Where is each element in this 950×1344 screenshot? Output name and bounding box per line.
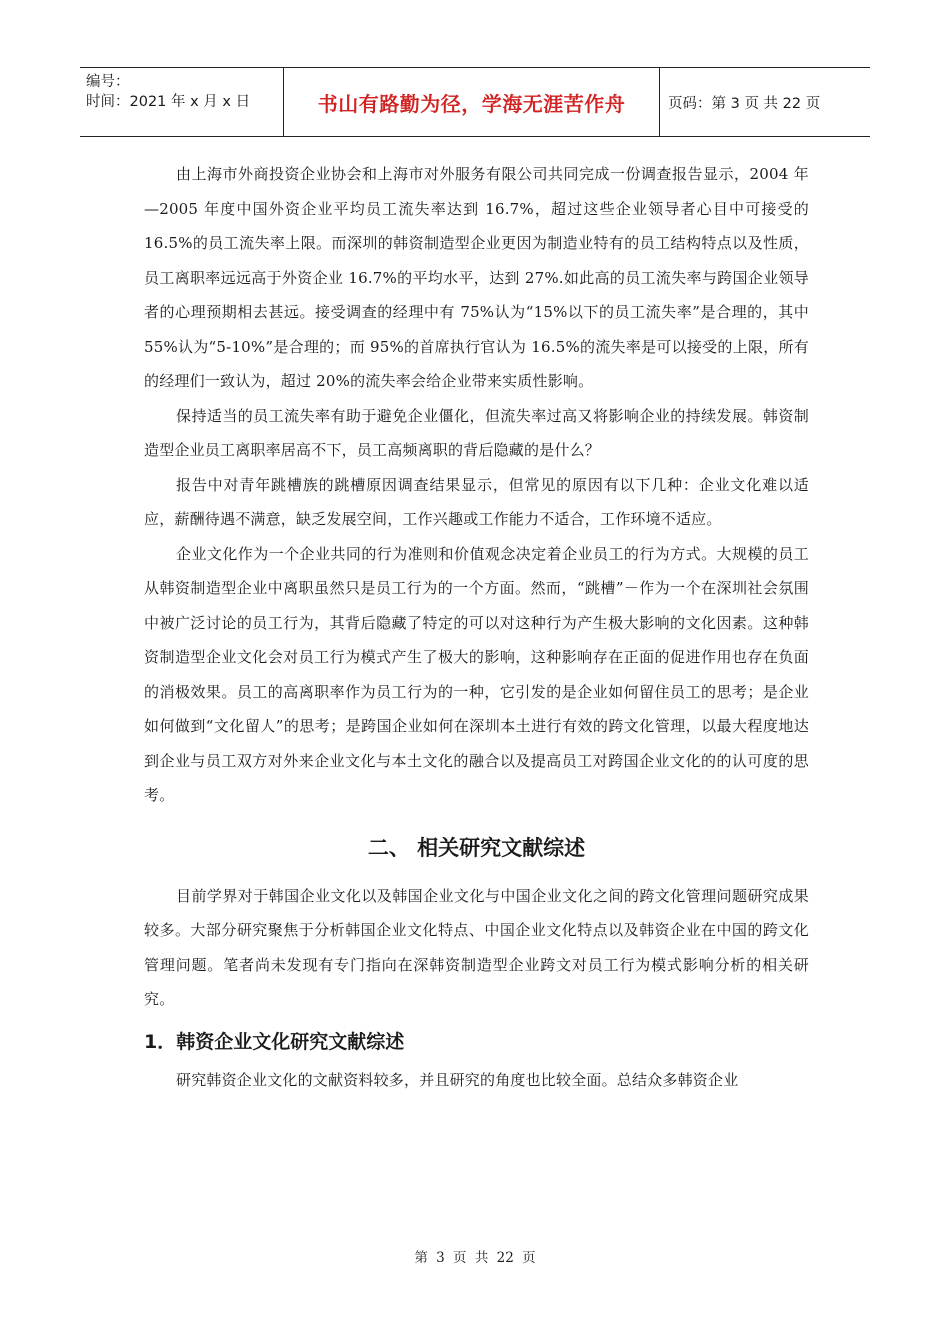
subsection-heading: 1．韩资企业文化研究文献综述	[144, 1030, 405, 1053]
body-paragraph: 研究韩资企业文化的文献资料较多，并且研究的角度也比较全面。总结众多韩资企业	[176, 1070, 739, 1089]
body-paragraph: 目前学界对于韩国企业文化以及韩国企业文化与中国企业文化之间的跨文化管理问题研究成果较多。大部分研究聚焦于分析韩国企业文化特点、中国企业文化特点以及韩资企业在中国的跨文化管理问题。笔者尚未发现有专门指向在深韩资制造型企业跨文对员工行为模式影响分析的相关研究。	[144, 886, 809, 1008]
page-footer: 第 3 页 共 22 页	[414, 1250, 536, 1266]
body-paragraph: 企业文化作为一个企业共同的行为准则和价值观念决定着企业员工的行为方式。大规模的员工从韩资制造型企业中离职虽然只是员工行为的一个方面。然而，“跳槽”－作为一个在深圳社会氛围中被广泛讨论的员工行为，其背后隐藏了特定的可以对这种行为产生极大影响的文化因素。这种韩资制造型企业文化会对员工行为模式产生了极大的影响，这种影响存在正面的促进作用也存在负面的消极效果。员工的高离职率作为员工行为的一种，它引发的是企业如何留住员工的思考；是企业如何做到“文化留人”的思考；是跨国企业如何在深圳本土进行有效的跨文化管理，以最大程度地达到企业与员工双方对外来企业文化与本土文化的融合以及提高员工对跨国企业文化的的认可度的思考。	[144, 544, 809, 804]
header-code-label: 编号：	[86, 74, 130, 90]
header-date-label: 时间：2021 年 x 月 x 日	[86, 94, 251, 110]
document-body	[144, 157, 809, 1097]
body-paragraph: 由上海市外商投资企业协会和上海市对外服务有限公司共同完成一份调查报告显示，2004 年—2005 年度中国外资企业平均员工流失率达到 16.7%，超过这些企业领导者心目中可接受的 16.5%的员工流失率上限。而深圳的韩资制造型企业更因为制造业特有的员工结构特点以及性质，员工离职率远远高于外资企业 16.7%的平均水平，达到 27%.如此高的员工流失率与跨国企业领导者的心理预期相去甚远。接受调查的经理中有 75%认为“15%以下的员工流失率”是合理的，其中 55%认为“5-10%”是合理的；而 95%的首席执行官认为 16.5%的流失率是可以接受的上限，所有的经理们一致认为，超过 20%的流失率会给企业带来实质性影响。	[144, 165, 809, 390]
body-paragraph: 报告中对青年跳槽族的跳槽原因调查结果显示，但常见的原因有以下几种：企业文化难以适应，薪酬待遇不满意，缺乏发展空间，工作兴趣或工作能力不适合，工作环境不适应。	[144, 475, 809, 528]
header-meta	[80, 68, 284, 136]
header-page-label: 页码：第 3 页 共 22 页	[668, 95, 821, 112]
body-paragraph: 保持适当的员工流失率有助于避免企业僵化，但流失率过高又将影响企业的持续发展。韩资制造型企业员工离职率居高不下，员工高频离职的背后隐藏的是什么？	[144, 406, 809, 459]
document-header	[80, 67, 870, 137]
header-motto: 书山有路勤为径，学海无涯苦作舟	[284, 68, 660, 136]
section-heading: 二、 相关研究文献综述	[367, 835, 586, 860]
